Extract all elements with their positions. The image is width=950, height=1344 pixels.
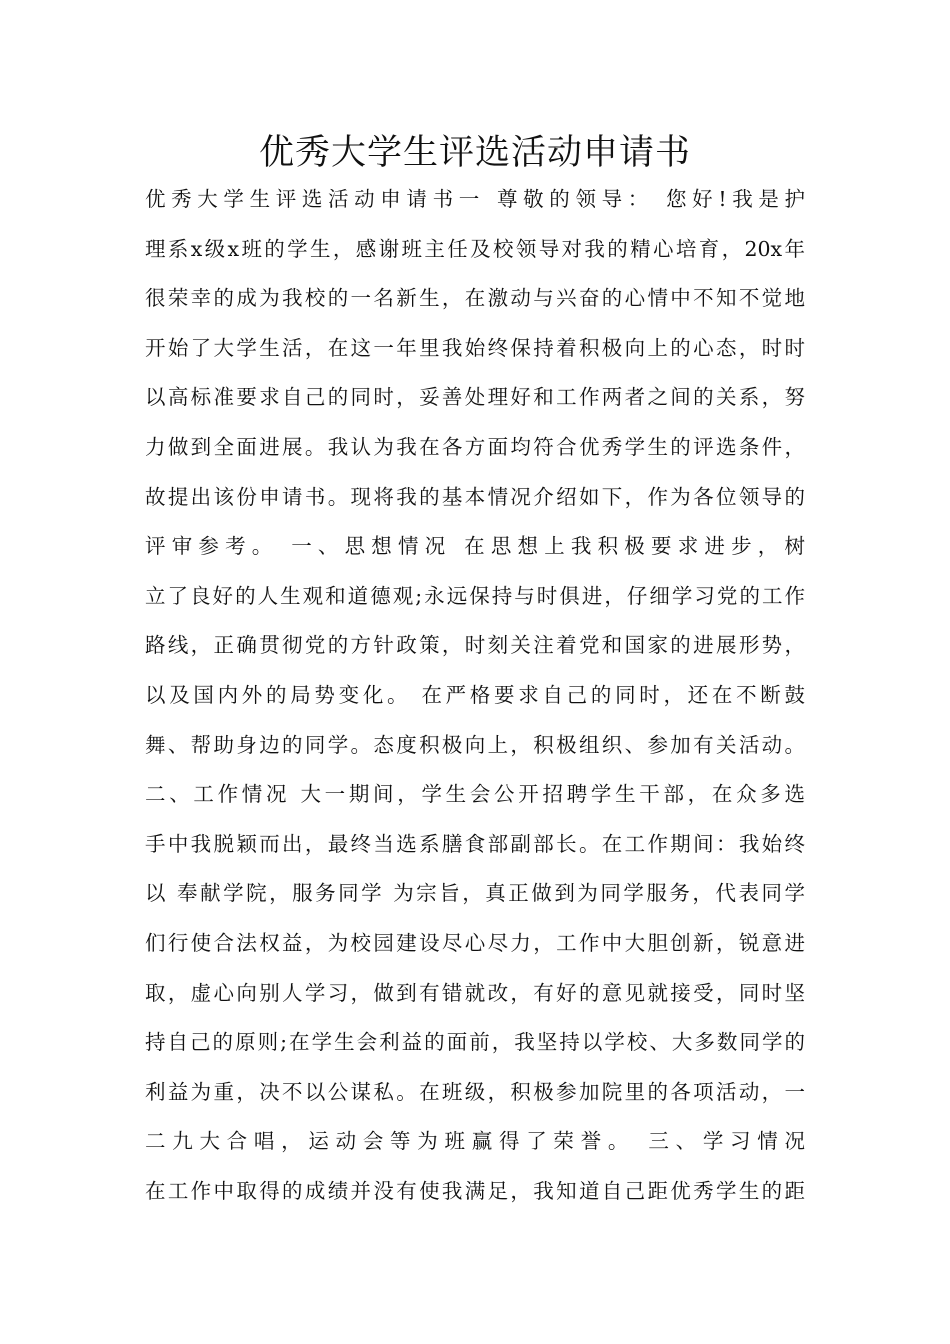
- body-line: 评审参考。 一、思想情况 在思想上我积极要求进步，树: [145, 534, 805, 559]
- body-line: 以高标准要求自己的同时，妥善处理好和工作两者之间的关系，努: [145, 385, 805, 410]
- body-line: 取，虚心向别人学习，做到有错就改，有好的意见就接受，同时坚: [145, 980, 805, 1005]
- body-line: 在工作中取得的成绩并没有使我满足，我知道自己距优秀学生的距: [145, 1178, 805, 1203]
- body-line: 二、工作情况 大一期间，学生会公开招聘学生干部，在众多选: [145, 782, 805, 807]
- document-body: [145, 175, 805, 1216]
- body-line: 利益为重，决不以公谋私。在班级，积极参加院里的各项活动，一: [145, 1079, 805, 1104]
- body-line: 路线，正确贯彻党的方针政策，时刻关注着党和国家的进展形势，: [145, 633, 805, 658]
- body-line: 以 奉献学院，服务同学 为宗旨，真正做到为同学服务，代表同学: [145, 881, 805, 906]
- document-title: 优秀大学生评选活动申请书: [258, 133, 691, 173]
- body-line: 故提出该份申请书。现将我的基本情况介绍如下，作为各位领导的: [145, 484, 805, 509]
- body-line: 优秀大学生评选活动申请书一 尊敬的领导： 您好!我是护: [145, 187, 805, 211]
- body-line: 开始了大学生活，在这一年里我始终保持着积极向上的心态，时时: [145, 335, 805, 360]
- body-line: 力做到全面进展。我认为我在各方面均符合优秀学生的评选条件，: [145, 434, 805, 459]
- body-line: 很荣幸的成为我校的一名新生，在激动与兴奋的心情中不知不觉地: [145, 286, 805, 311]
- body-line: 以及国内外的局势变化。 在严格要求自己的同时，还在不断鼓: [145, 682, 805, 707]
- body-line: 理系x级x班的学生，感谢班主任及校领导对我的精心培育，20x年: [145, 236, 805, 261]
- body-line: 舞、帮助身边的同学。态度积极向上，积极组织、参加有关活动。: [145, 732, 805, 757]
- body-line: 手中我脱颖而出，最终当选系膳食部副部长。在工作期间：我始终: [145, 831, 805, 856]
- body-line: 立了良好的人生观和道德观;永远保持与时俱进，仔细学习党的工作: [145, 583, 805, 608]
- body-line: 持自己的原则;在学生会利益的面前，我坚持以学校、大多数同学的: [145, 1030, 805, 1055]
- body-line: 二九大合唱，运动会等为班赢得了荣誉。 三、学习情况: [145, 1129, 805, 1154]
- body-line: 们行使合法权益，为校园建设尽心尽力，工作中大胆创新，锐意进: [145, 930, 805, 955]
